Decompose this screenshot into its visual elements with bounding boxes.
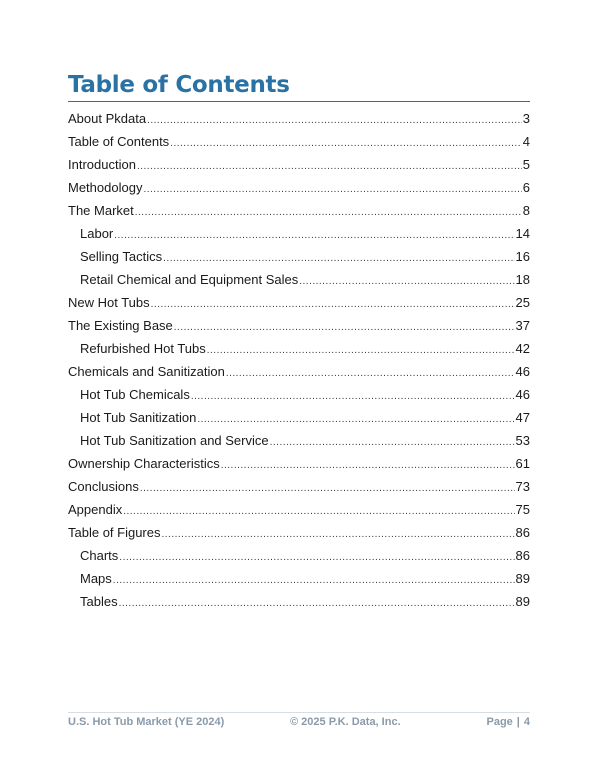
footer-page-indicator (487, 716, 531, 728)
toc-entry[interactable] (68, 544, 530, 567)
toc-entry[interactable] (68, 337, 530, 360)
toc-entry-label: Table of Contents (68, 134, 170, 149)
toc-entry-page-number: 46 (515, 364, 530, 379)
toc-entry-page-number: 4 (522, 134, 530, 149)
toc-entry-label: Introduction (68, 157, 136, 172)
toc-dot-leader (270, 431, 515, 454)
toc-entry-page-number: 75 (515, 502, 530, 517)
toc-entry-label: New Hot Tubs (68, 295, 150, 310)
toc-entry-label: Retail Chemical and Equipment Sales (80, 272, 299, 287)
toc-entry-page-number: 16 (515, 249, 530, 264)
toc-entry-page-number: 89 (515, 594, 530, 609)
footer-divider (68, 712, 530, 713)
toc-entry-page-number: 46 (515, 387, 530, 402)
toc-entry[interactable] (68, 498, 530, 521)
toc-entry-page-number: 25 (515, 295, 530, 310)
toc-dot-leader (114, 224, 514, 247)
toc-entry-page-number: 14 (515, 226, 530, 241)
toc-entry[interactable] (68, 360, 530, 383)
toc-entry-label: Chemicals and Sanitization (68, 364, 225, 379)
toc-entry-page-number: 53 (515, 433, 530, 448)
toc-entry[interactable] (68, 452, 530, 475)
footer-page-label: Page (486, 716, 513, 728)
toc-dot-leader (191, 385, 515, 408)
toc-entry-page-number: 42 (515, 341, 530, 356)
toc-entry-page-number: 6 (522, 180, 530, 195)
toc-entry[interactable] (68, 153, 530, 176)
toc-entry-page-number: 47 (515, 410, 530, 425)
toc-entry-label: Labor (80, 226, 114, 241)
toc-entry-label: Hot Tub Chemicals (80, 387, 190, 402)
toc-dot-leader (163, 247, 514, 270)
toc-entry[interactable] (68, 176, 530, 199)
page-title: Table of Contents (68, 72, 290, 98)
toc-entry-label: Conclusions (68, 479, 139, 494)
toc-entry-page-number: 86 (515, 525, 530, 540)
toc-entry-page-number: 61 (515, 456, 530, 471)
toc-entry-page-number: 5 (522, 157, 530, 172)
toc-dot-leader (226, 362, 515, 385)
toc-entry-label: Selling Tactics (80, 249, 163, 264)
toc-entry-label: The Market (68, 203, 134, 218)
toc-dot-leader (119, 592, 515, 615)
toc-entry[interactable] (68, 429, 530, 452)
toc-entry[interactable] (68, 521, 530, 544)
toc-entry[interactable] (68, 199, 530, 222)
toc-entry-label: Methodology (68, 180, 143, 195)
footer-page-number: 4 (523, 716, 530, 728)
toc-entry-label: About Pkdata (68, 111, 147, 126)
toc-entry-label: Ownership Characteristics (68, 456, 220, 471)
toc-entry-label: Table of Figures (68, 525, 161, 540)
toc-entry-page-number: 3 (522, 111, 530, 126)
toc-entry[interactable] (68, 567, 530, 590)
toc-entry-label: Hot Tub Sanitization (80, 410, 197, 425)
toc-dot-leader (123, 500, 514, 523)
toc-dot-leader (221, 454, 515, 477)
footer-separator: | (516, 716, 520, 728)
toc-entry-label: Appendix (68, 502, 123, 517)
toc-entry-label: Tables (80, 594, 118, 609)
toc-dot-leader (207, 339, 515, 362)
toc-dot-leader (151, 293, 515, 316)
toc-dot-leader (147, 109, 522, 132)
toc-list (68, 107, 530, 613)
toc-dot-leader (162, 523, 515, 546)
toc-entry-label: Maps (80, 571, 112, 586)
toc-entry-page-number: 37 (515, 318, 530, 333)
toc-entry-label: Hot Tub Sanitization and Service (80, 433, 269, 448)
toc-entry[interactable] (68, 590, 530, 613)
toc-entry-label: Charts (80, 548, 119, 563)
toc-entry-label: Refurbished Hot Tubs (80, 341, 206, 356)
footer-report-title: U.S. Hot Tub Market (YE 2024) (68, 716, 225, 728)
toc-entry[interactable] (68, 268, 530, 291)
toc-entry[interactable] (68, 222, 530, 245)
toc-dot-leader (143, 178, 521, 201)
toc-entry-page-number: 86 (515, 548, 530, 563)
toc-entry[interactable] (68, 475, 530, 498)
toc-entry[interactable] (68, 107, 530, 130)
toc-dot-leader (140, 477, 515, 500)
title-underline (68, 101, 530, 102)
toc-entry[interactable] (68, 291, 530, 314)
toc-dot-leader (135, 201, 522, 224)
toc-entry-page-number: 73 (515, 479, 530, 494)
toc-entry-page-number: 18 (515, 272, 530, 287)
toc-entry[interactable] (68, 130, 530, 153)
toc-dot-leader (137, 155, 522, 178)
footer-copyright: © 2025 P.K. Data, Inc. (290, 716, 401, 728)
toc-dot-leader (197, 408, 514, 431)
toc-entry[interactable] (68, 406, 530, 429)
document-page (68, 0, 530, 777)
toc-dot-leader (170, 132, 522, 155)
toc-entry-page-number: 8 (522, 203, 530, 218)
toc-dot-leader (119, 546, 514, 569)
toc-entry[interactable] (68, 245, 530, 268)
toc-dot-leader (113, 569, 515, 592)
toc-entry-label: The Existing Base (68, 318, 173, 333)
toc-dot-leader (174, 316, 515, 339)
toc-entry[interactable] (68, 314, 530, 337)
page-footer (68, 716, 530, 732)
toc-dot-leader (299, 270, 514, 293)
toc-entry-page-number: 89 (515, 571, 530, 586)
toc-entry[interactable] (68, 383, 530, 406)
